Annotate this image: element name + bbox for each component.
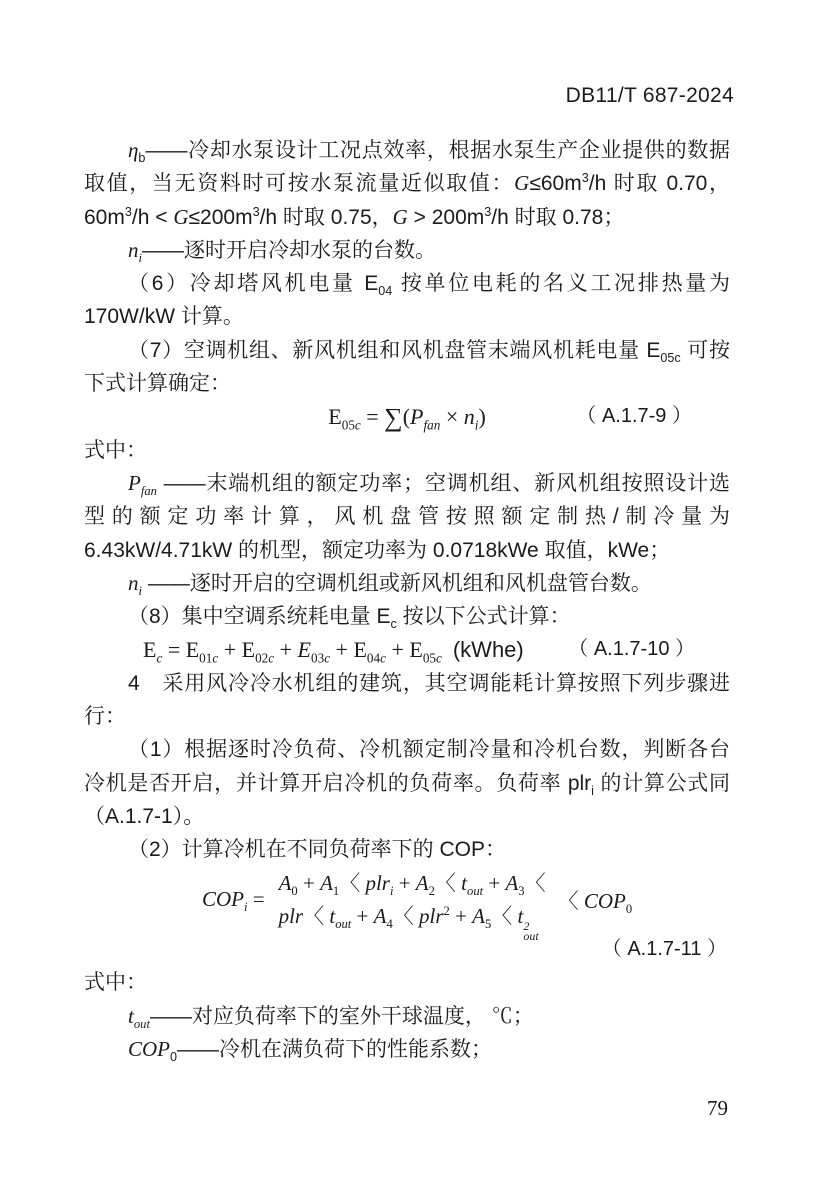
formula-line-top: $A_0 + A_1$〈 $plr_i + A_2$〈 $t_{out} + A_3$〈	[278, 870, 546, 898]
body-line: 取值，当无资料时可按水泵流量近似取值：$G\le 60m^3/h$ 时取 0.70，	[84, 171, 730, 196]
body-line: （7）空调机组、新风机组和风机盘管末端风机耗电量 $E_{05c}$ 可按	[128, 338, 730, 365]
body-line: $t_{out}——$对应负荷率下的室外干球温度， ℃；	[128, 1003, 534, 1031]
body-line: 式中：	[84, 971, 147, 995]
body-line: $P_{fan}$ ——末端机组的额定功率；空调机组、新风机组按照设计选	[128, 470, 730, 499]
body-line: $60m^3/h < G\le 200m^3/h$ 时取 0.75，$G > 200m^3/h$ 时取 0.78；	[84, 204, 625, 229]
body-line: $COP_0——$冷机在满负荷下的性能系数；	[128, 1037, 493, 1065]
formula-two-line-expression	[278, 867, 546, 943]
body-line: 冷机是否开启，并计算开启冷机的负荷率。负荷率 plr$_i$ 的计算公式同	[84, 771, 730, 798]
body-line: （8）集中空调系统耗电量 $E_c$ 按以下公式计算：	[128, 605, 571, 632]
body-line: （1）根据逐时冷负荷、冷机额定制冷量和冷机台数，判断各台	[128, 738, 730, 762]
body-line: $n_i——$逐时开启冷却水泵的台数。	[128, 237, 436, 266]
formula-label: （ A.1.7-9 ）	[576, 405, 692, 428]
body-line: 下式计算确定：	[84, 372, 231, 396]
formula-line-bottom: plr〈 $t_{out} + A_4$〈 $plr^2 + A_5$〈 t 2 out	[278, 903, 539, 943]
formula-a-1-7-9	[84, 400, 730, 433]
formula-a-1-7-10	[84, 633, 730, 666]
page-number: 79	[707, 1096, 728, 1120]
doc-code: DB11/T 687-2024	[565, 84, 734, 107]
body-line: 式中：	[84, 438, 147, 462]
formula-label: （ A.1.7-11 ）	[601, 938, 727, 961]
body-line: 6.43kW/4.71kW 的机型，额定功率为 0.0718kWe 取值，kWe；	[84, 538, 671, 562]
body-line: （A.1.7-1）。	[84, 804, 205, 828]
body-line: 4 采用风冷冷水机组的建筑，其空调能耗计算按照下列步骤进	[128, 671, 730, 695]
document-content	[84, 134, 730, 1066]
body-line: 170W/kW 计算。	[84, 305, 244, 329]
formula-expression: $E_c = E_{01c} + E_{02c} + E_{03c} + E_{04c} + E_{05c}$ (kWhe)	[143, 637, 524, 666]
formula-label: （ A.1.7-10 ）	[568, 638, 695, 661]
body-line: $n_i$ ——逐时开启的空调机组或新风机组和风机盘管台数。	[128, 570, 652, 599]
formula-lhs: $COP_i$ =	[202, 887, 265, 915]
formula-label-row	[84, 933, 730, 966]
body-line: 型的额定功率计算，风机盘管按照额定制热/制冷量为	[84, 505, 730, 529]
formula-expression: $E_{05c} = \sum(P_{fan} \times n_i)$	[328, 403, 486, 433]
body-line: （2）计算冷机在不同负荷率下的 COP：	[128, 838, 507, 862]
body-line: 行：	[84, 705, 126, 729]
formula-a-1-7-11	[84, 867, 730, 943]
body-line: （6）冷却塔风机电量 $E_{04}$ 按单位电耗的名义工况排热量为	[128, 272, 730, 299]
formula-rhs: 〈 $COP_0$	[557, 888, 633, 917]
body-line: $\eta_b——$冷却水泵设计工况点效率，根据水泵生产企业提供的数据	[128, 138, 730, 166]
